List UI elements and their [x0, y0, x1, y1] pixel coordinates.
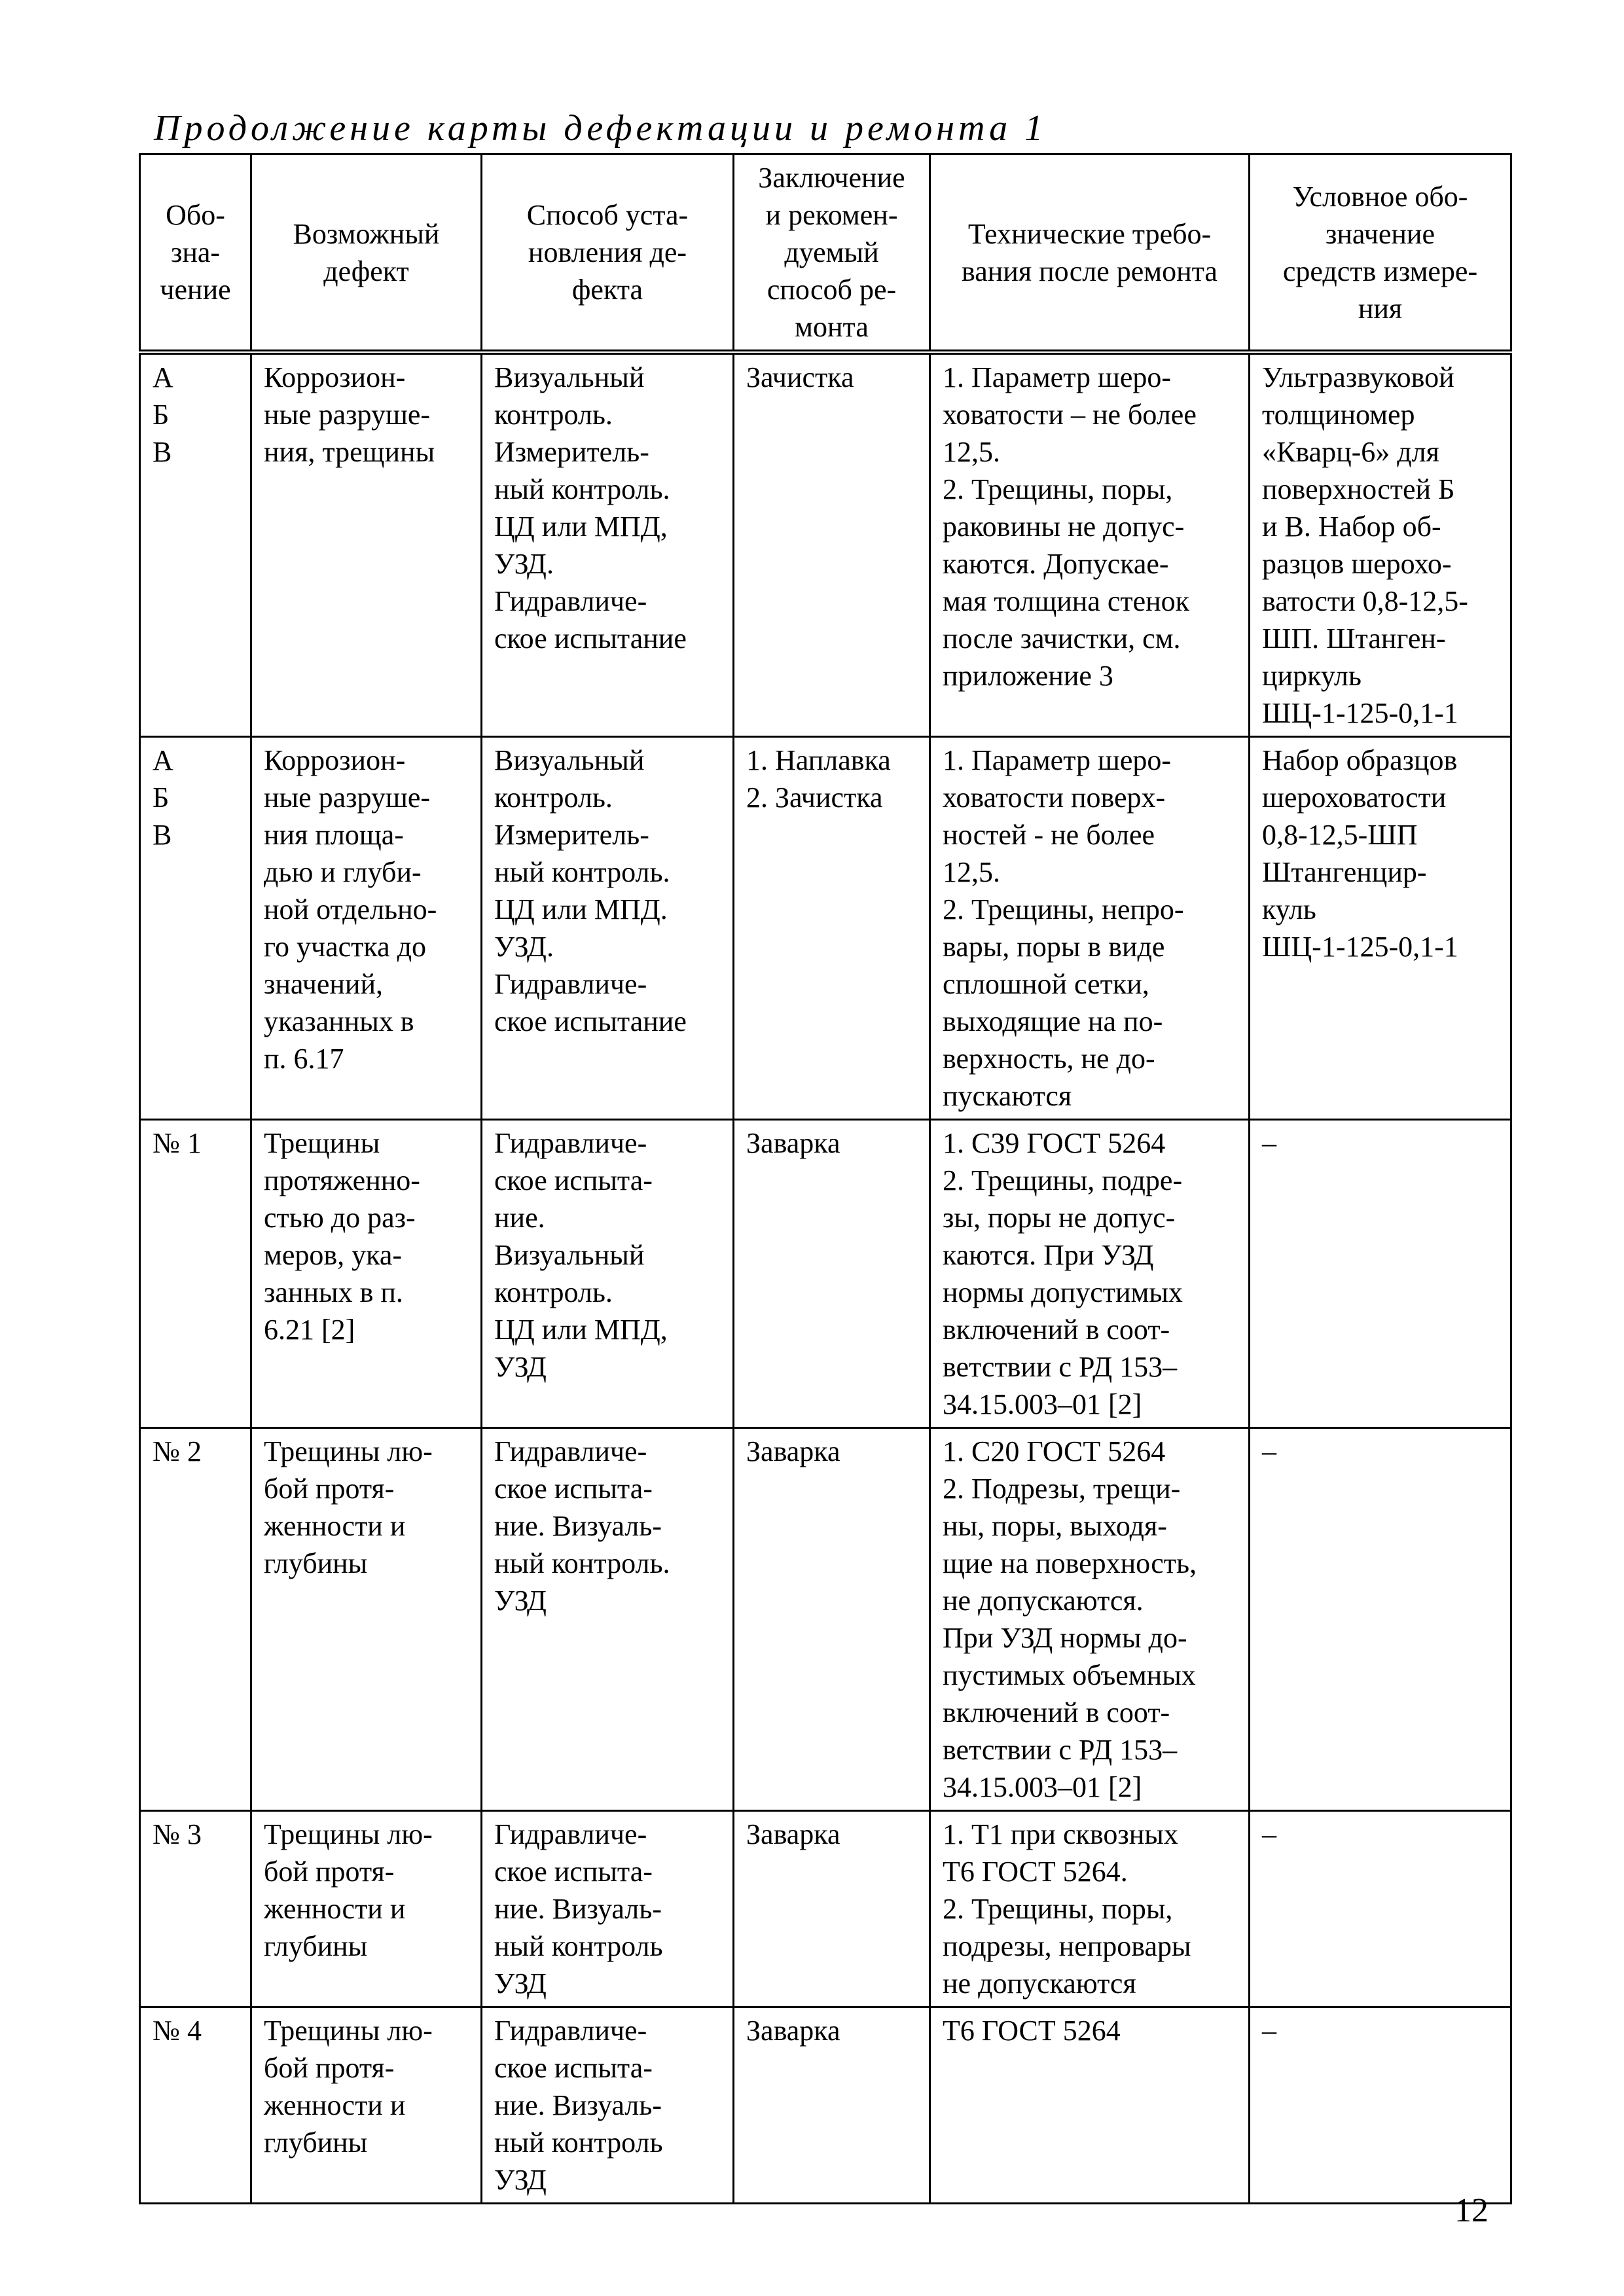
cell-repair-text: Заварка: [746, 1435, 840, 1467]
cell-requirements-text: 1. Параметр шеро- ховатости поверх- ностей - не более 12,5. 2. Трещины, непро- вары, поры в виде сплошной сетки, выходящие на по- верхность, не до- пускаются: [943, 744, 1184, 1112]
cell-repair: [734, 1811, 930, 2007]
cell-instruments: [1250, 2007, 1511, 2204]
table-row: [140, 2007, 1511, 2204]
cell-method-text: Гидравличе- ское испыта- ние. Визуальный контроль. ЦД или МПД, УЗД: [494, 1127, 668, 1383]
cell-method: [482, 737, 734, 1120]
table-header: [140, 154, 1511, 353]
cell-instruments: [1250, 1120, 1511, 1428]
cell-requirements: [930, 1120, 1250, 1428]
cell-defect-text: Трещины протяженно- стью до раз- меров, ука- занных в п. 6.21 [2]: [264, 1127, 420, 1346]
cell-designation: [140, 1120, 251, 1428]
cell-requirements-text: Т6 ГОСТ 5264: [943, 2015, 1121, 2047]
cell-instruments-text: –: [1262, 1435, 1276, 1467]
cell-method-text: Визуальный контроль. Измеритель- ный контроль. ЦД или МПД, УЗД. Гидравличе- ское испытание: [494, 361, 687, 655]
cell-instruments-text: –: [1262, 1818, 1276, 1850]
cell-method-text: Гидравличе- ское испыта- ние. Визуаль- ный контроль УЗД: [494, 1818, 663, 2000]
cell-defect-text: Коррозион- ные разруше- ния, трещины: [264, 361, 435, 468]
cell-method: [482, 352, 734, 737]
cell-method-text: Визуальный контроль. Измеритель- ный контроль. ЦД или МПД. УЗД. Гидравличе- ское испытание: [494, 744, 687, 1037]
cell-instruments-text: Набор образцов шероховатости 0,8-12,5-ШП Штангенцир- куль ШЦ-1-125-0,1-1: [1262, 744, 1458, 963]
cell-repair-text: Заварка: [746, 2015, 840, 2047]
cell-instruments-text: –: [1262, 2015, 1276, 2047]
cell-designation: [140, 2007, 251, 2204]
cell-method: [482, 1428, 734, 1811]
cell-instruments-text: –: [1262, 1127, 1276, 1159]
cell-method: [482, 1120, 734, 1428]
cell-designation-text: № 4: [153, 2015, 202, 2047]
cell-defect-text: Коррозион- ные разруше- ния площа- дью и глуби- ной отдельно- го участка до значений, указанных в п. 6.17: [264, 744, 437, 1075]
header-method: [482, 154, 734, 353]
cell-designation-text: А Б В: [153, 744, 173, 851]
header-designation: [140, 154, 251, 353]
cell-designation-text: № 3: [153, 1818, 202, 1850]
header-requirements-label: Технические требо- вания после ремонта: [962, 217, 1218, 287]
header-defect: [251, 154, 482, 353]
cell-repair: [734, 1428, 930, 1811]
cell-repair: [734, 352, 930, 737]
table-row: [140, 352, 1511, 737]
cell-repair-text: Зачистка: [746, 361, 854, 393]
cell-instruments: [1250, 352, 1511, 737]
cell-instruments: [1250, 737, 1511, 1120]
page-number: 12: [1454, 2192, 1489, 2229]
cell-requirements: [930, 737, 1250, 1120]
cell-requirements-text: 1. Т1 при сквозных Т6 ГОСТ 5264. 2. Трещины, поры, подрезы, непровары не допускаются: [943, 1818, 1191, 2000]
header-repair-label: Заключение и рекомен- дуемый способ ре- монта: [758, 162, 905, 343]
header-instruments-label: Условное обо- значение средств измере- ния: [1282, 180, 1478, 325]
cell-designation: [140, 1428, 251, 1811]
cell-instruments: [1250, 1428, 1511, 1811]
header-designation-label: Обо- зна- чение: [160, 199, 231, 306]
cell-requirements: [930, 1428, 1250, 1811]
cell-repair: [734, 2007, 930, 2204]
cell-defect: [251, 2007, 482, 2204]
header-method-label: Способ уста- новления де- фекта: [526, 199, 689, 306]
table-row: [140, 737, 1511, 1120]
cell-designation: [140, 737, 251, 1120]
cell-method: [482, 2007, 734, 2204]
cell-designation-text: А Б В: [153, 361, 173, 468]
cell-defect: [251, 737, 482, 1120]
cell-designation-text: № 1: [153, 1127, 202, 1159]
cell-repair-text: 1. Наплавка 2. Зачистка: [746, 744, 891, 814]
cell-designation: [140, 1811, 251, 2007]
cell-designation: [140, 352, 251, 737]
cell-requirements: [930, 352, 1250, 737]
cell-method-text: Гидравличе- ское испыта- ние. Визуаль- ный контроль. УЗД: [494, 1435, 670, 1617]
table-body: [140, 352, 1511, 2204]
table-row: [140, 1811, 1511, 2007]
header-defect-label: Возможный дефект: [293, 217, 440, 287]
header-row: [140, 154, 1511, 353]
cell-method-text: Гидравличе- ское испыта- ние. Визуаль- ный контроль УЗД: [494, 2015, 663, 2196]
table-caption: Продолжение карты дефектации и ремонта 1: [154, 108, 1047, 149]
defect-repair-table: [139, 153, 1512, 2204]
cell-repair-text: Заварка: [746, 1818, 840, 1850]
cell-requirements: [930, 2007, 1250, 2204]
cell-instruments: [1250, 1811, 1511, 2007]
cell-defect: [251, 1428, 482, 1811]
cell-requirements-text: 1. С20 ГОСТ 5264 2. Подрезы, трещи- ны, поры, выходя- щие на поверхность, не допускаются. При УЗД нормы до- пустимых объемных включений в соот- ветствии с РД 153– 34.15.003–01 [2]: [943, 1435, 1197, 1803]
cell-requirements-text: 1. С39 ГОСТ 5264 2. Трещины, подре- зы, поры не допус- каются. При УЗД нормы допустимых включений в соот- ветствии с РД 153– 34.15.003–01 [2]: [943, 1127, 1183, 1420]
header-requirements: [930, 154, 1250, 353]
cell-method: [482, 1811, 734, 2007]
header-instruments: [1250, 154, 1511, 353]
cell-designation-text: № 2: [153, 1435, 202, 1467]
header-repair: [734, 154, 930, 353]
cell-requirements-text: 1. Параметр шеро- ховатости – не более 12,5. 2. Трещины, поры, раковины не допус- каются. Допускае- мая толщина стенок после зачистки, см. приложение 3: [943, 361, 1197, 692]
cell-instruments-text: Ультразвуковой толщиномер «Кварц-6» для поверхностей Б и В. Набор об- разцов шерохо- ватости 0,8-12,5- ШП. Штанген- циркуль ШЦ-1-125-0,1-1: [1262, 361, 1468, 729]
cell-defect: [251, 1811, 482, 2007]
table-row: [140, 1120, 1511, 1428]
cell-defect: [251, 352, 482, 737]
cell-defect-text: Трещины лю- бой протя- женности и глубины: [264, 1818, 433, 1962]
cell-defect-text: Трещины лю- бой протя- женности и глубины: [264, 2015, 433, 2159]
cell-requirements: [930, 1811, 1250, 2007]
table-row: [140, 1428, 1511, 1811]
cell-repair: [734, 1120, 930, 1428]
cell-repair: [734, 737, 930, 1120]
cell-defect-text: Трещины лю- бой протя- женности и глубины: [264, 1435, 433, 1579]
cell-defect: [251, 1120, 482, 1428]
cell-repair-text: Заварка: [746, 1127, 840, 1159]
